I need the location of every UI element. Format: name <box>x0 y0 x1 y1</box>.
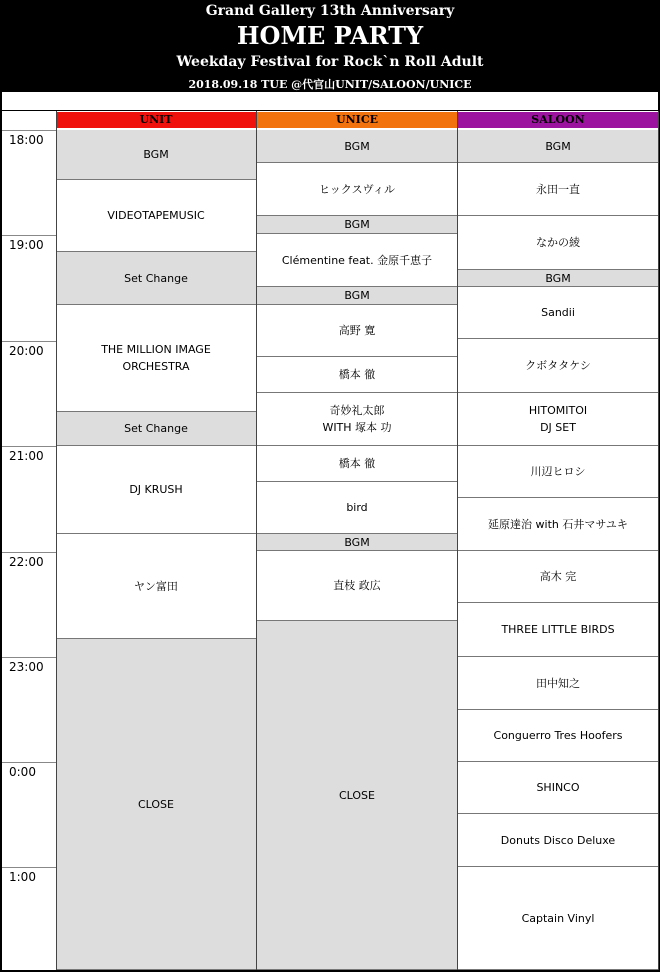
unice-slot: BGM <box>257 534 457 551</box>
unice-slot: BGM <box>257 287 457 305</box>
event-title: HOME PARTY <box>236 21 424 50</box>
unice-slot: 橋本 徹 <box>257 357 457 393</box>
time-gridline <box>2 235 56 236</box>
saloon-slot: 永田一直 <box>458 163 658 216</box>
unice-slot: ヒックスヴィル <box>257 163 457 216</box>
time-gridline <box>2 446 56 447</box>
time-label: 20:00 <box>9 344 44 358</box>
time-label: 22:00 <box>9 555 44 569</box>
unit-slot: Set Change <box>56 252 256 305</box>
column-header-unit: UNIT <box>56 112 256 128</box>
saloon-slot: THREE LITTLE BIRDS <box>458 603 658 657</box>
time-label: 19:00 <box>9 238 44 252</box>
unice-slot: bird <box>257 482 457 534</box>
unit-slot: VIDEOTAPEMUSIC <box>56 180 256 252</box>
column-separator <box>457 111 458 970</box>
saloon-slot: SHINCO <box>458 762 658 814</box>
column-separator <box>658 111 659 970</box>
saloon-slot: BGM <box>458 130 658 163</box>
saloon-slot: HITOMITOI DJ SET <box>458 393 658 446</box>
anniversary-line: Grand Gallery 13th Anniversary <box>205 3 455 19</box>
time-label: 0:00 <box>9 765 36 779</box>
column-separator <box>56 111 57 970</box>
saloon-slot: 高木 完 <box>458 551 658 603</box>
saloon-slot: Sandii <box>458 287 658 339</box>
time-label: 21:00 <box>9 449 44 463</box>
saloon-slot: なかの綾 <box>458 216 658 270</box>
unice-slot: 高野 寛 <box>257 305 457 357</box>
event-info: 2018.09.18 TUE @代官山UNIT/SALOON/UNICE <box>188 78 472 91</box>
unice-slot: CLOSE <box>257 621 457 970</box>
saloon-slot: BGM <box>458 270 658 287</box>
saloon-slot: Conguerro Tres Hoofers <box>458 710 658 762</box>
saloon-slot: Captain Vinyl <box>458 867 658 970</box>
unit-slot: BGM <box>56 130 256 180</box>
unit-slot: Set Change <box>56 412 256 446</box>
unice-slot: 奇妙礼太郎 WITH 塚本 功 <box>257 393 457 446</box>
unice-slot: BGM <box>257 216 457 234</box>
unice-slot: Clémentine feat. 金原千恵子 <box>257 234 457 287</box>
header <box>0 0 660 92</box>
saloon-slot: 田中知之 <box>458 657 658 710</box>
time-gridline <box>2 867 56 868</box>
unice-slot: 橋本 徹 <box>257 446 457 482</box>
spacer-band <box>2 92 658 110</box>
unit-slot: DJ KRUSH <box>56 446 256 534</box>
time-gridline <box>2 341 56 342</box>
column-header-saloon: SALOON <box>458 112 658 128</box>
unit-slot: ヤン富田 <box>56 534 256 639</box>
time-gridline <box>2 552 56 553</box>
time-gridline <box>2 130 56 131</box>
unit-slot: CLOSE <box>56 639 256 970</box>
time-label: 18:00 <box>9 133 44 147</box>
saloon-slot: クボタタケシ <box>458 339 658 393</box>
saloon-slot: 川辺ヒロシ <box>458 446 658 498</box>
time-label: 1:00 <box>9 870 36 884</box>
time-gridline <box>2 657 56 658</box>
unice-slot: 直枝 政広 <box>257 551 457 621</box>
unit-slot: THE MILLION IMAGE ORCHESTRA <box>56 305 256 412</box>
event-subtitle: Weekday Festival for Rock`n Roll Adult <box>176 54 484 70</box>
column-header-unice: UNICE <box>257 112 457 128</box>
time-label: 23:00 <box>9 660 44 674</box>
saloon-slot: 延原達治 with 石井マサユキ <box>458 498 658 551</box>
column-separator <box>256 111 257 970</box>
unice-slot: BGM <box>257 130 457 163</box>
saloon-slot: Donuts Disco Deluxe <box>458 814 658 867</box>
time-gridline <box>2 762 56 763</box>
